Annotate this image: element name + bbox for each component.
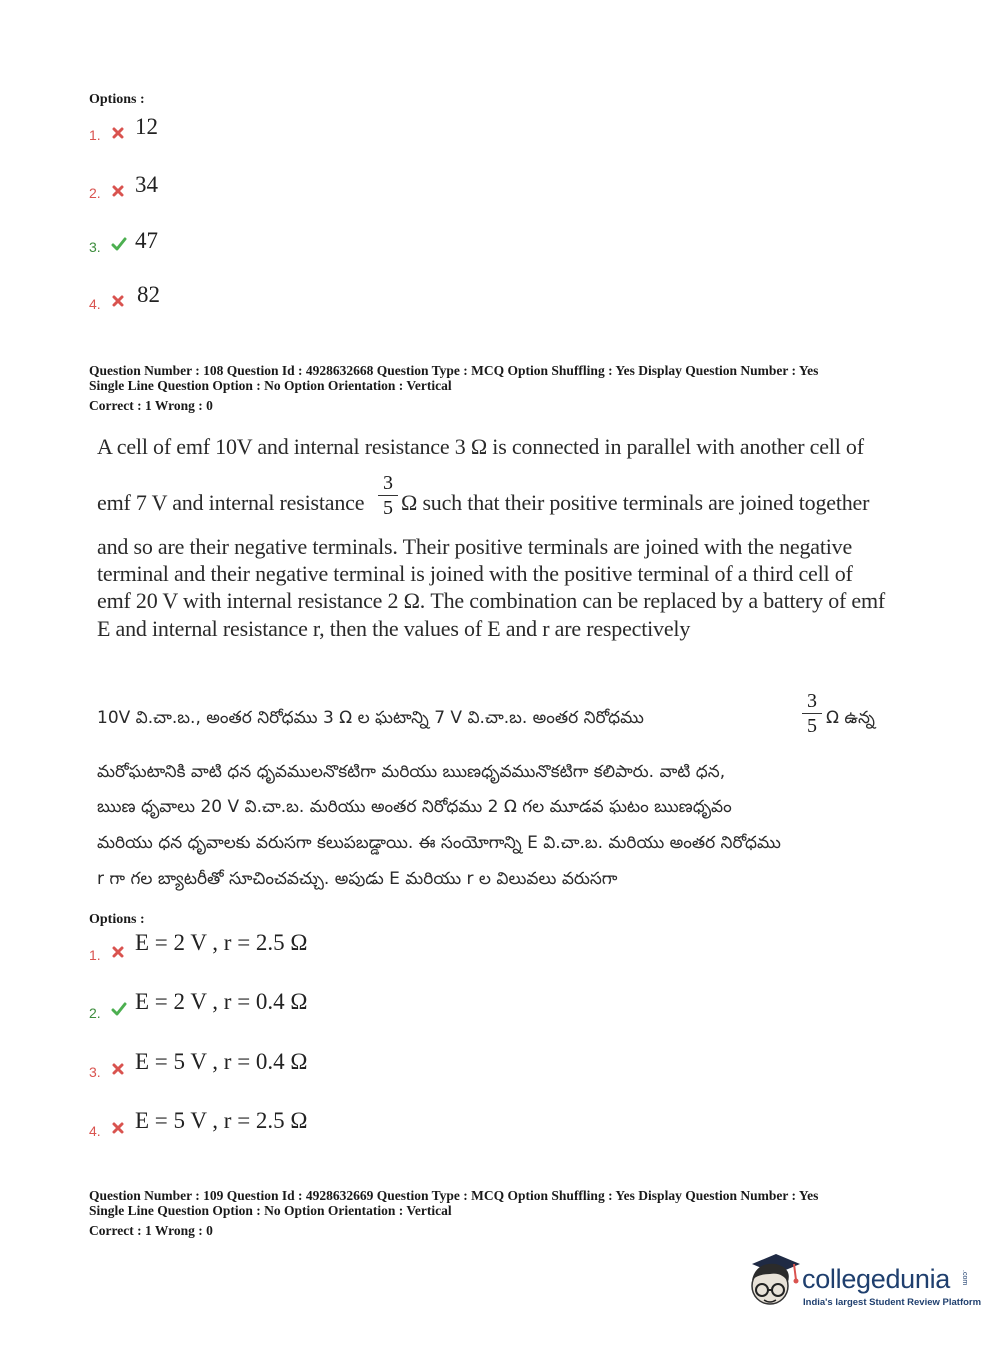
question-text-telugu-line: 10V వి.చా.బ., అంతర నిరోధము 3 Ω ల ఘటాన్ని 7 V వి.చా.బ. అంతర నిరోధము	[97, 708, 644, 728]
question-text-line: emf 7 V and internal resistance	[97, 490, 365, 515]
fraction-numerator: 3	[383, 472, 393, 494]
option-value: 47	[135, 228, 158, 253]
option-value: E = 5 V , r = 2.5 Ω	[135, 1108, 308, 1133]
option-value: 12	[135, 114, 158, 139]
question-text-line: emf 20 V with internal resistance 2 Ω. The combination can be replaced by a battery of emf	[97, 588, 886, 613]
question-text-line: E and internal resistance r, then the values of E and r are respectively	[97, 616, 691, 641]
fraction	[802, 690, 822, 737]
collegedunia-logo	[742, 1250, 992, 1320]
question-score: Correct : 1 Wrong : 0	[89, 1223, 213, 1238]
option-number: 2.	[89, 185, 101, 201]
logo-tagline: India's largest Student Review Platform	[803, 1297, 982, 1308]
options-label: Options :	[89, 92, 145, 107]
logo-suffix: .com	[961, 1270, 968, 1286]
question-text-line: terminal and their negative terminal is joined with the positive terminal of a third cell of	[97, 561, 853, 586]
option-number: 2.	[89, 1005, 101, 1021]
question-text-telugu-line: ఋణ ధృవాలు 20 V వి.చా.బ. మరియు అంతర నిరోధము 2 Ω గల మూడవ ఘటం ఋణధృవం	[97, 797, 732, 817]
logo-name: collegedunia	[802, 1264, 951, 1294]
fraction	[378, 472, 398, 519]
question-text-telugu-line: r గా గల బ్యాటరీతో సూచించవచ్చు. అపుడు E మరియు r ల విలువలు వరుసగా	[97, 869, 618, 889]
question-text-line: Ω such that their positive terminals are joined together	[401, 490, 870, 515]
option-number: 3.	[89, 239, 101, 255]
question-meta-line: Single Line Question Option : No Option Orientation : Vertical	[89, 1203, 452, 1218]
fraction-bar	[802, 713, 822, 714]
question-score: Correct : 1 Wrong : 0	[89, 398, 213, 413]
question-text-telugu-line: Ω ఉన్న	[826, 708, 875, 728]
wrong-icon	[111, 184, 125, 198]
option-value: 82	[137, 282, 160, 307]
fraction-denominator: 5	[383, 497, 393, 519]
option-value: E = 2 V , r = 0.4 Ω	[135, 989, 308, 1014]
question-text-line: and so are their negative terminals. Their positive terminals are joined with the negative	[97, 534, 853, 559]
option-number: 4.	[89, 1123, 101, 1139]
option-number: 3.	[89, 1064, 101, 1080]
option-number: 1.	[89, 127, 101, 143]
mascot-icon	[742, 1250, 802, 1314]
option-number: 1.	[89, 947, 101, 963]
option-value: 34	[135, 172, 158, 197]
option-value: E = 2 V , r = 2.5 Ω	[135, 930, 308, 955]
fraction-numerator: 3	[807, 690, 817, 712]
question-meta-line: Single Line Question Option : No Option Orientation : Vertical	[89, 378, 452, 393]
check-icon	[111, 1001, 127, 1017]
wrong-icon	[111, 126, 125, 140]
question-meta-line: Question Number : 109 Question Id : 4928632669 Question Type : MCQ Option Shuffling : Yes Display Question Number : Yes	[89, 1188, 819, 1203]
question-text-line: A cell of emf 10V and internal resistance 3 Ω is connected in parallel with another cell of	[97, 434, 864, 459]
question-text-telugu-line: మరోఘటానికి వాటి ధన ధృవములనొకటిగా మరియు ఋణధృవమునొకటిగా కలిపారు. వాటి ధన,	[97, 762, 726, 782]
wrong-icon	[111, 294, 125, 308]
wrong-icon	[111, 1062, 125, 1076]
check-icon	[111, 236, 127, 252]
options-label: Options :	[89, 912, 145, 927]
wrong-icon	[111, 1121, 125, 1135]
option-value: E = 5 V , r = 0.4 Ω	[135, 1049, 308, 1074]
fraction-bar	[378, 495, 398, 496]
question-meta-line: Question Number : 108 Question Id : 4928632668 Question Type : MCQ Option Shuffling : Yes Display Question Number : Yes	[89, 363, 819, 378]
option-number: 4.	[89, 296, 101, 312]
fraction-denominator: 5	[807, 715, 817, 737]
wrong-icon	[111, 945, 125, 959]
question-text-telugu-line: మరియు ధన ధృవాలకు వరుసగా కలుపబడ్డాయి. ఈ సంయోగాన్ని E వి.చా.బ. మరియు అంతర నిరోధము	[97, 833, 781, 853]
